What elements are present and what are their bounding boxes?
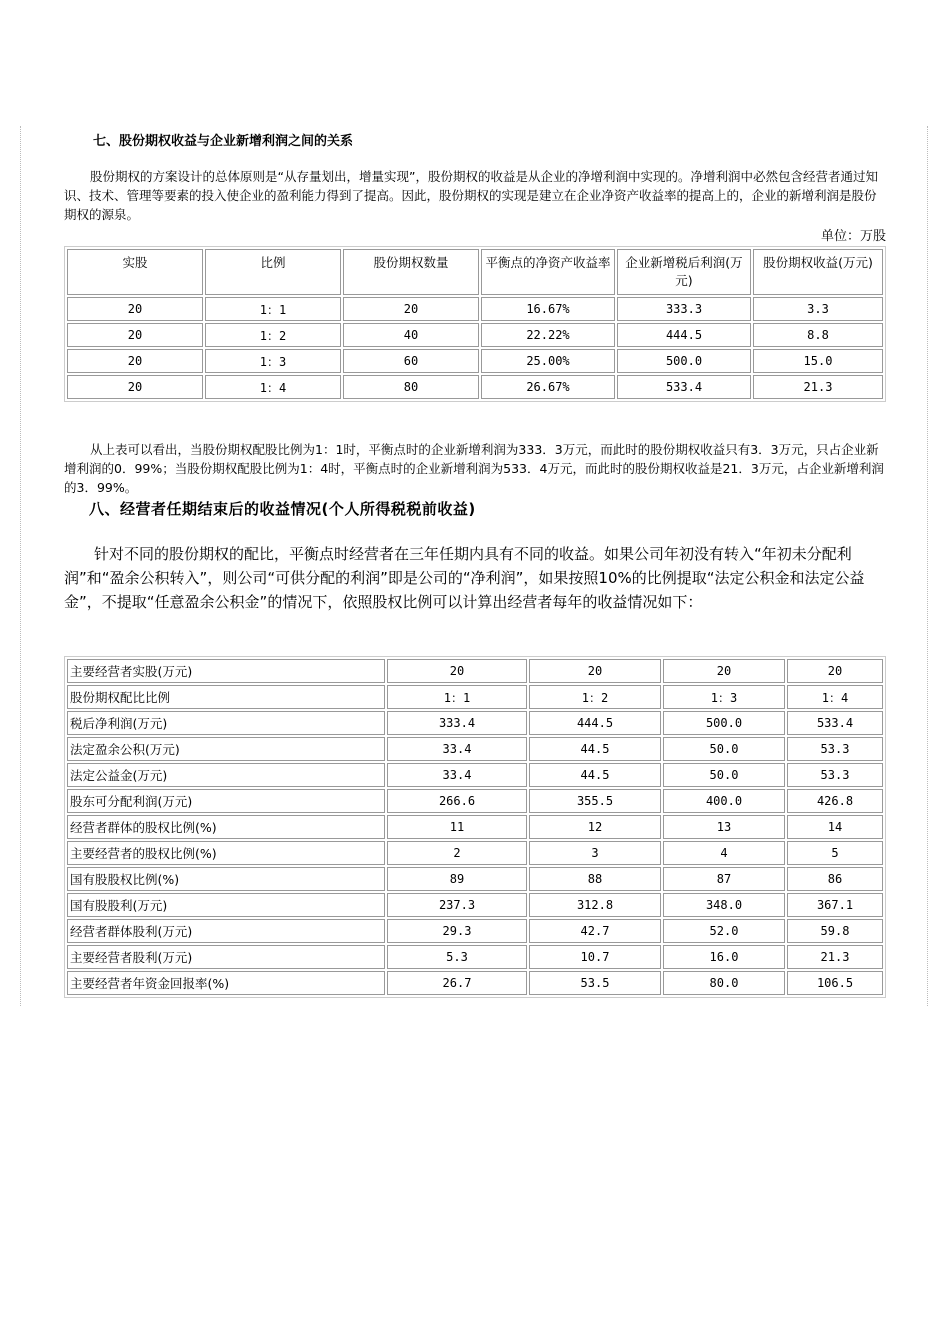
table-cell: 60	[343, 349, 479, 373]
table-cell: 42.7	[529, 919, 661, 943]
table-row	[67, 919, 883, 943]
table-cell: 1：3	[663, 685, 785, 709]
table-row	[67, 971, 883, 995]
table-conclusion-paragraph: 从上表可以看出，当股份期权配股比例为1：1时，平衡点时的企业新增利润为333．3万元，而此时的股份期权收益只有3．3万元，只占企业新增利润的0．99%；当股份期权配股比例为1：4时，平衡点时的企业新增利润为533．4万元，而此时的股份期权收益是21．3万元，占企业新增利润的3．99%。	[64, 442, 884, 495]
table-cell: 237.3	[387, 893, 527, 917]
table-cell: 44.5	[529, 763, 661, 787]
table-cell: 89	[387, 867, 527, 891]
table-cell: 20	[387, 659, 527, 683]
header-cell: 实股	[67, 249, 203, 295]
table-cell: 52.0	[663, 919, 785, 943]
table-cell: 21.3	[753, 375, 883, 399]
table-cell: 400.0	[663, 789, 785, 813]
row-label: 主要经营者股利(万元)	[67, 945, 385, 969]
table-cell: 33.4	[387, 763, 527, 787]
table-cell: 33.4	[387, 737, 527, 761]
table-cell: 16.0	[663, 945, 785, 969]
table-row	[67, 323, 883, 347]
table-cell: 59.8	[787, 919, 883, 943]
section-8-title: 八、经营者任期结束后的收益情况(个人所得税税前收益)	[89, 500, 476, 518]
option-income-table	[64, 246, 886, 402]
table-row	[67, 763, 883, 787]
table-cell: 8.8	[753, 323, 883, 347]
table-cell: 11	[387, 815, 527, 839]
table-cell: 444.5	[617, 323, 751, 347]
table-cell: 12	[529, 815, 661, 839]
section-7-title: 七、股份期权收益与企业新增利润之间的关系	[93, 134, 354, 149]
table-cell: 20	[67, 323, 203, 347]
table-cell: 53.3	[787, 763, 883, 787]
table-cell: 20	[67, 349, 203, 373]
table-row	[67, 737, 883, 761]
row-label: 法定公益金(万元)	[67, 763, 385, 787]
table-cell: 20	[787, 659, 883, 683]
row-label: 国有股股利(万元)	[67, 893, 385, 917]
table-cell: 333.4	[387, 711, 527, 735]
table-row	[67, 841, 883, 865]
table-cell: 88	[529, 867, 661, 891]
row-label: 经营者群体股利(万元)	[67, 919, 385, 943]
table-cell: 16.67%	[481, 297, 615, 321]
table-cell: 533.4	[617, 375, 751, 399]
row-label: 税后净利润(万元)	[67, 711, 385, 735]
row-label: 主要经营者实股(万元)	[67, 659, 385, 683]
table-cell: 50.0	[663, 737, 785, 761]
table-row	[67, 659, 883, 683]
table-row	[67, 945, 883, 969]
table-cell: 5	[787, 841, 883, 865]
table-cell: 86	[787, 867, 883, 891]
table-cell: 22.22%	[481, 323, 615, 347]
table-cell: 50.0	[663, 763, 785, 787]
table-cell: 26.67%	[481, 375, 615, 399]
table-cell: 80.0	[663, 971, 785, 995]
table-cell: 15.0	[753, 349, 883, 373]
manager-income-table	[64, 656, 886, 998]
table-row	[67, 867, 883, 891]
table-cell: 1：2	[529, 685, 661, 709]
unit-label: 单位：万股	[820, 229, 886, 244]
table-header-row	[67, 249, 883, 295]
table-cell: 25.00%	[481, 349, 615, 373]
table-cell: 1：4	[205, 375, 341, 399]
table-cell: 53.5	[529, 971, 661, 995]
table-cell: 20	[67, 375, 203, 399]
table-cell: 333.3	[617, 297, 751, 321]
table-cell: 29.3	[387, 919, 527, 943]
table-cell: 13	[663, 815, 785, 839]
table-cell: 20	[663, 659, 785, 683]
table-cell: 26.7	[387, 971, 527, 995]
table-cell: 2	[387, 841, 527, 865]
row-label: 法定盈余公积(万元)	[67, 737, 385, 761]
header-cell: 企业新增税后利润(万元)	[617, 249, 751, 295]
table-cell: 312.8	[529, 893, 661, 917]
table-cell: 1：1	[205, 297, 341, 321]
table-cell: 266.6	[387, 789, 527, 813]
table-cell: 106.5	[787, 971, 883, 995]
table-cell: 355.5	[529, 789, 661, 813]
table-cell: 20	[343, 297, 479, 321]
row-label: 经营者群体的股权比例(%)	[67, 815, 385, 839]
table-cell: 20	[529, 659, 661, 683]
table-cell: 500.0	[663, 711, 785, 735]
table-cell: 1：1	[387, 685, 527, 709]
table-row	[67, 789, 883, 813]
row-label: 国有股股权比例(%)	[67, 867, 385, 891]
table-cell: 87	[663, 867, 785, 891]
table-cell: 3.3	[753, 297, 883, 321]
table-row	[67, 893, 883, 917]
table-cell: 20	[67, 297, 203, 321]
row-label: 股份期权配比比例	[67, 685, 385, 709]
table-cell: 4	[663, 841, 785, 865]
table-cell: 1：2	[205, 323, 341, 347]
table-row	[67, 297, 883, 321]
table-cell: 367.1	[787, 893, 883, 917]
table-row	[67, 815, 883, 839]
table-cell: 1：4	[787, 685, 883, 709]
table-row	[67, 711, 883, 735]
table-cell: 53.3	[787, 737, 883, 761]
table-cell: 426.8	[787, 789, 883, 813]
table-cell: 1：3	[205, 349, 341, 373]
table-cell: 80	[343, 375, 479, 399]
table-cell: 40	[343, 323, 479, 347]
section-7-paragraph: 股份期权的方案设计的总体原则是“从存量划出，增量实现”，股份期权的收益是从企业的净增利润中实现的。净增利润中必然包含经营者通过知识、技术、管理等要素的投入使企业的盈利能力得到了提高。因此，股份期权的实现是建立在企业净资产收益率的提高上的，企业的新增利润是股份期权的源泉。	[64, 169, 878, 222]
table-cell: 500.0	[617, 349, 751, 373]
table-cell: 3	[529, 841, 661, 865]
table-row	[67, 685, 883, 709]
table-cell: 5.3	[387, 945, 527, 969]
section-8-paragraph: 针对不同的股份期权的配比，平衡点时经营者在三年任期内具有不同的收益。如果公司年初没有转入“年初未分配利润”和“盈余公积转入”，则公司“可供分配的利润”即是公司的“净利润”，如果按照10%的比例提取“法定公积金和法定公益金”，不提取“任意盈余公积金”的情况下，依照股权比例可以计算出经营者每年的收益情况如下：	[64, 545, 865, 611]
row-label: 主要经营者的股权比例(%)	[67, 841, 385, 865]
table-cell: 444.5	[529, 711, 661, 735]
table-cell: 533.4	[787, 711, 883, 735]
table-cell: 348.0	[663, 893, 785, 917]
table-cell: 10.7	[529, 945, 661, 969]
header-cell: 股份期权收益(万元)	[753, 249, 883, 295]
table-cell: 21.3	[787, 945, 883, 969]
table-row	[67, 375, 883, 399]
table-cell: 14	[787, 815, 883, 839]
row-label: 主要经营者年资金回报率(%)	[67, 971, 385, 995]
table-cell: 44.5	[529, 737, 661, 761]
table-row	[67, 349, 883, 373]
row-label: 股东可分配利润(万元)	[67, 789, 385, 813]
header-cell: 平衡点的净资产收益率	[481, 249, 615, 295]
header-cell: 比例	[205, 249, 341, 295]
header-cell: 股份期权数量	[343, 249, 479, 295]
